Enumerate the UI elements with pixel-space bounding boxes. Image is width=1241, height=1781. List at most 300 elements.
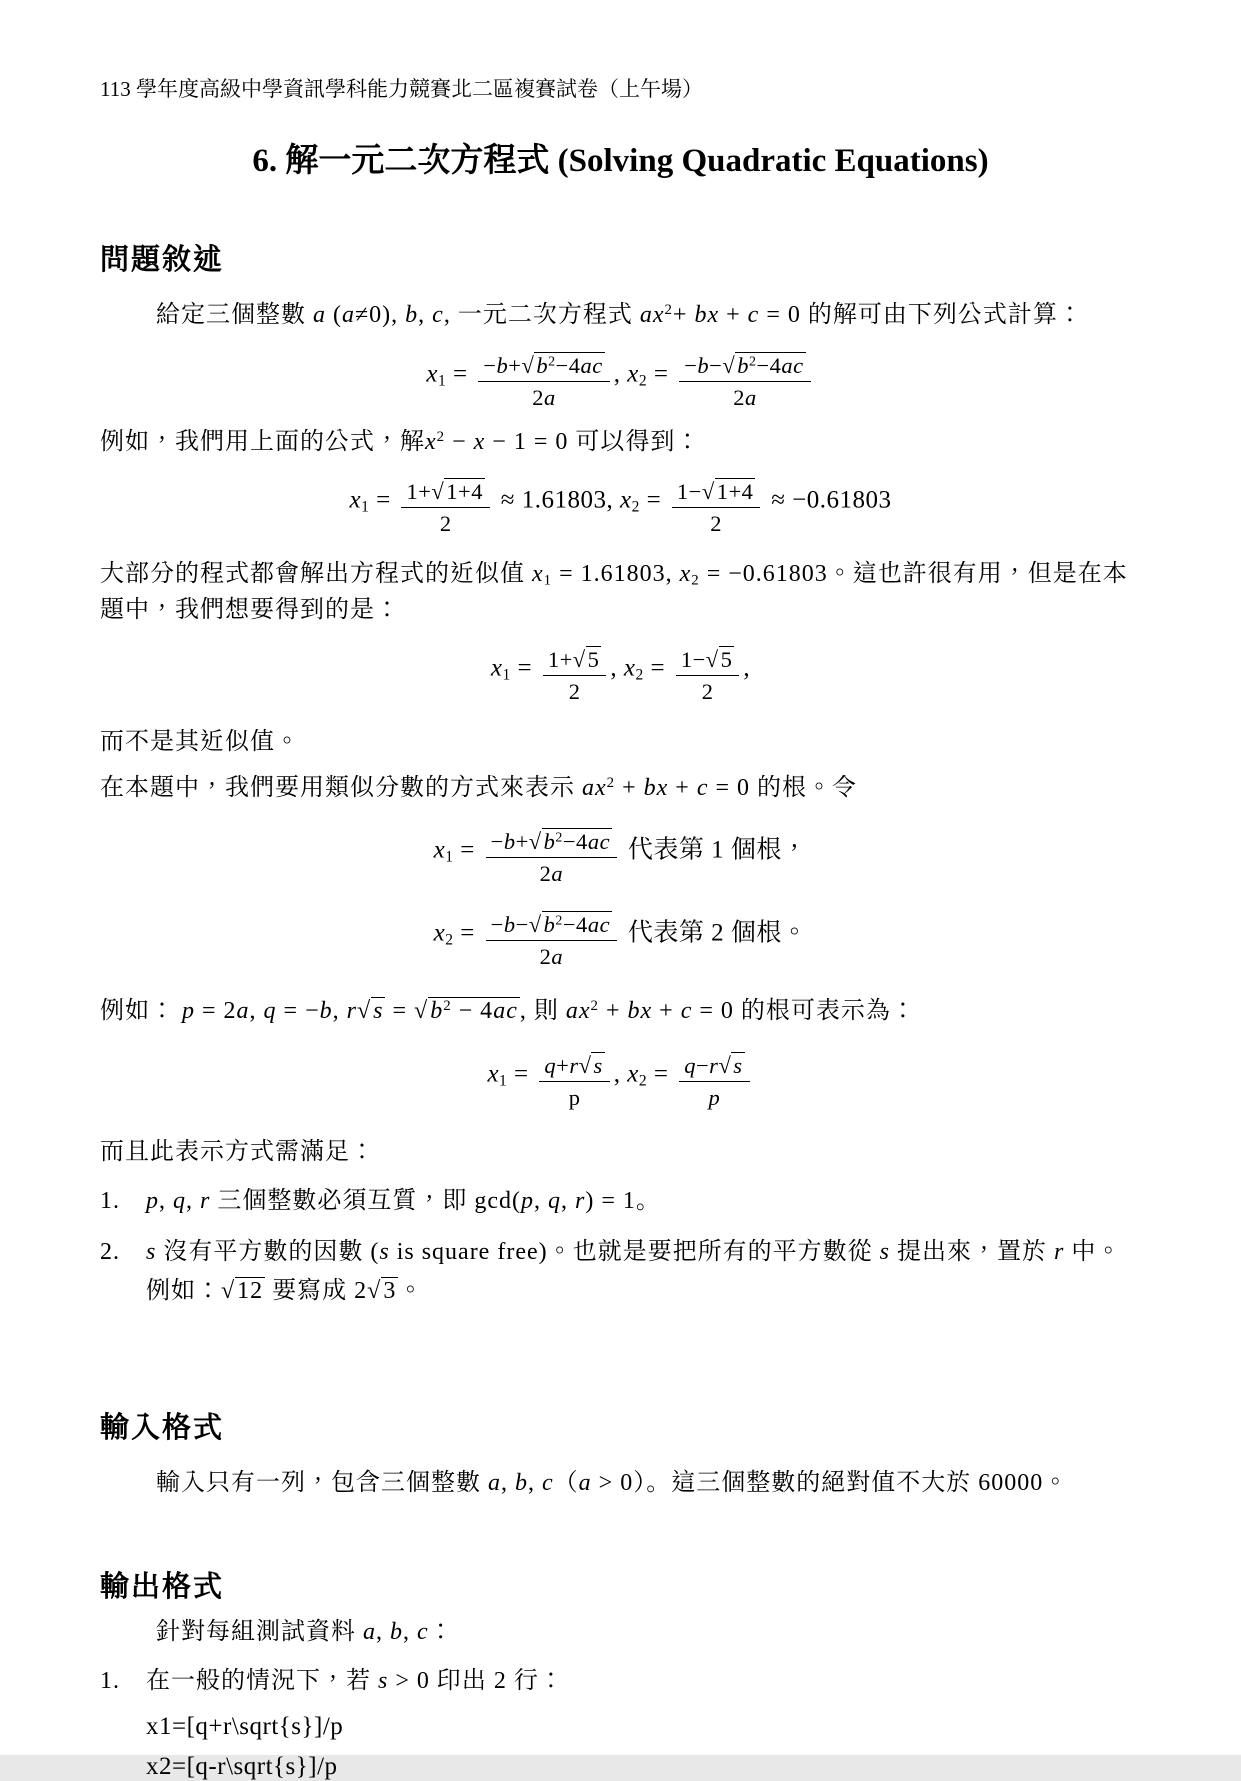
text-run: ,: [249, 998, 264, 1025]
text-run: ,: [743, 654, 751, 682]
radical: [722, 353, 805, 378]
radical: [221, 1278, 265, 1304]
math-variable: ac: [781, 352, 804, 378]
radicand: [715, 478, 756, 504]
math-variable: p: [708, 1084, 721, 1110]
text-run: −: [684, 352, 698, 378]
math-variable: r: [1053, 1239, 1065, 1266]
denominator: [543, 676, 607, 705]
math-variable: x: [532, 561, 544, 588]
math-variable: q: [263, 998, 277, 1025]
radicand: [235, 1277, 265, 1304]
math-variable: b: [390, 1618, 403, 1645]
text-run: ,: [403, 1618, 417, 1645]
text-run: p: [568, 1084, 581, 1110]
radical-sign: √: [521, 352, 535, 378]
text-run: = 2: [195, 998, 237, 1025]
math-variable: b: [405, 302, 419, 329]
subscript: 1: [502, 666, 511, 684]
text-run: =: [647, 360, 676, 388]
math-variable: b: [737, 352, 749, 378]
formula-second-root: [100, 911, 1141, 970]
fraction: [539, 1052, 609, 1111]
text-run: 1+: [406, 479, 432, 505]
math-variable: ax: [639, 302, 665, 329]
radical: [706, 647, 735, 672]
numerator: [543, 646, 607, 676]
text-run: 。: [398, 1278, 424, 1305]
math-variable: b: [503, 912, 516, 938]
denominator: [478, 382, 609, 411]
math-variable: a: [363, 1618, 376, 1645]
radical: [367, 1278, 398, 1304]
superscript: 2: [664, 302, 673, 319]
subscript: 1: [499, 1072, 508, 1090]
text-run: = −: [276, 998, 320, 1025]
text-run: −: [490, 829, 504, 855]
subscript: 1: [445, 848, 454, 866]
text-run: ,: [528, 1470, 542, 1496]
math-variable: b: [430, 998, 444, 1025]
formula-pqr-roots: [100, 1052, 1141, 1111]
paragraph-pqr-example: [100, 994, 1141, 1030]
radical: [357, 998, 386, 1024]
text-run: = 1.61803,: [552, 561, 680, 588]
subscript: 2: [635, 666, 644, 684]
denominator: [679, 382, 810, 411]
radical-sign: √: [431, 479, 445, 505]
radicand: [719, 646, 735, 672]
text-run: +: [515, 829, 529, 855]
code-line-x2: x2=[q-r\sqrt{s}]/p: [146, 1752, 338, 1780]
math-variable: b: [515, 1470, 528, 1496]
text-run: 中。例如：: [146, 1239, 1122, 1305]
math-variable: p: [182, 998, 195, 1025]
text-run: = 0 的根可表示為：: [692, 998, 916, 1025]
math-variable: q: [548, 1188, 561, 1215]
list-marker: 2.: [100, 1239, 120, 1266]
fraction: [672, 478, 761, 537]
math-variable: a: [551, 861, 564, 887]
subscript: 2: [445, 931, 454, 949]
text-run: = 0 的根。令: [708, 774, 858, 801]
denominator: [539, 1082, 609, 1111]
math-variable: r: [346, 998, 357, 1025]
radical: [529, 829, 612, 854]
radical: [579, 1053, 605, 1078]
text-run: −4: [555, 352, 581, 378]
paragraph-approx: [100, 557, 1141, 628]
math-variable: bx: [694, 302, 720, 329]
denominator: [486, 858, 617, 887]
radical-sign: √: [718, 1052, 732, 1078]
superscript: 2: [436, 428, 446, 445]
text-run: 1−: [680, 647, 706, 673]
text-run: 1+: [547, 647, 573, 673]
radicand: [534, 352, 604, 378]
text-run: 例如，我們用上面的公式，解: [100, 428, 425, 455]
text-run: 例如：: [100, 998, 182, 1025]
text-run: −: [490, 912, 504, 938]
math-variable: bx: [643, 774, 669, 801]
text-run: ,: [501, 1470, 515, 1496]
math-variable: x: [623, 654, 636, 682]
text-run: 大部分的程式都會解出方程式的近似值: [100, 561, 532, 588]
math-variable: b: [543, 912, 556, 938]
text-run: ,: [376, 1618, 390, 1645]
subscript: 1: [361, 498, 370, 516]
radicand: [371, 997, 385, 1024]
radicand: [444, 478, 485, 504]
text-run: ,: [561, 1188, 575, 1215]
math-variable: ax: [565, 998, 591, 1025]
list-item-squarefree: [100, 1233, 1141, 1311]
subscript: 2: [691, 573, 700, 589]
paragraph-not-approx: [100, 725, 1141, 761]
math-variable: a: [744, 384, 757, 410]
math-variable: ax: [582, 774, 607, 801]
math-variable: bx: [627, 998, 653, 1025]
fraction: [679, 1052, 749, 1111]
text-run: ≠0),: [355, 302, 406, 329]
text-run: −4: [562, 829, 588, 855]
text-run: +: [508, 352, 522, 378]
text-run: 1+4: [446, 479, 483, 505]
radicand: [381, 1277, 398, 1304]
radical-sign: √: [705, 647, 719, 673]
math-variable: c: [747, 302, 760, 329]
math-variable: b: [697, 352, 710, 378]
text-run: −4: [562, 912, 588, 938]
superscript: 2: [606, 774, 616, 791]
math-variable: p: [521, 1188, 534, 1215]
radical: [718, 1053, 744, 1078]
text-run: =: [510, 654, 539, 682]
math-variable: s: [593, 1052, 603, 1078]
math-variable: ac: [580, 352, 603, 378]
denominator: [679, 1082, 749, 1111]
radicand: [542, 911, 612, 937]
text-run: 2: [532, 384, 545, 410]
math-variable: x: [627, 1060, 639, 1088]
paragraph-output-intro: [100, 1615, 1141, 1651]
radicand: [731, 1052, 744, 1078]
math-variable: a: [236, 998, 250, 1025]
text-run: 2: [710, 511, 723, 537]
radical-sign: √: [722, 352, 736, 378]
text-run: 給定三個整數: [156, 302, 313, 329]
paragraph-intro: [100, 298, 1141, 334]
fraction: [543, 646, 607, 705]
subscript: 2: [638, 1072, 648, 1090]
text-run: =: [453, 919, 482, 947]
radical: [521, 353, 604, 378]
radical: [529, 912, 612, 937]
math-variable: c: [680, 998, 693, 1025]
formula-quadratic-roots: [100, 352, 1141, 411]
text-run: =: [643, 654, 672, 682]
text-run: − 1 = 0 可以得到：: [485, 428, 701, 455]
text-run: +: [598, 998, 628, 1025]
text-run: ,: [610, 654, 624, 682]
math-variable: s: [146, 1239, 157, 1266]
math-variable: p: [146, 1188, 159, 1215]
radical: [702, 479, 756, 504]
fraction: [486, 828, 617, 887]
text-run: − 4: [451, 998, 494, 1025]
text-run: =: [507, 1060, 536, 1088]
math-variable: q: [684, 1052, 696, 1078]
text-run: (: [326, 302, 342, 329]
numerator: [676, 646, 740, 676]
list-item-general-case: [100, 1662, 1141, 1701]
text-run: −: [483, 352, 497, 378]
subscript: 2: [638, 372, 648, 390]
text-run: =: [639, 486, 668, 514]
math-variable: a: [313, 302, 326, 329]
text-run: 1+4: [716, 479, 754, 505]
text-run: ≈ −0.61803: [764, 486, 892, 514]
math-variable: b: [319, 998, 333, 1025]
math-variable: s: [879, 1239, 890, 1266]
text-run: 3: [383, 1278, 397, 1305]
text-run: 2: [539, 944, 552, 970]
math-variable: s: [379, 1239, 390, 1266]
text-run: = 0 的解可由下列公式計算：: [759, 302, 1083, 329]
list-marker: 1.: [100, 1668, 120, 1695]
fraction: [401, 478, 490, 537]
text-run: ：: [428, 1618, 454, 1645]
code-line-x1: x1=[q+r\sqrt{s}]/p: [146, 1712, 344, 1740]
section-heading-output: 輸出格式: [100, 1570, 225, 1603]
text-run: , 則: [519, 998, 566, 1025]
math-variable: a: [342, 302, 355, 329]
numerator: [539, 1052, 609, 1082]
text-run: =: [369, 486, 398, 514]
numerator: [679, 1052, 749, 1082]
math-variable: a: [578, 1470, 592, 1496]
text-run: =: [385, 998, 415, 1025]
text-run: −4: [756, 352, 782, 378]
text-run: +: [615, 774, 644, 801]
paragraph-example: [100, 425, 1141, 461]
text-run: 代表第 2 個根。: [621, 919, 808, 947]
math-variable: c: [432, 302, 444, 329]
math-variable: x: [433, 919, 446, 947]
math-variable: s: [373, 998, 384, 1025]
text-run: 而且此表示方式需滿足：: [100, 1138, 375, 1165]
numerator: [486, 911, 617, 941]
numerator: [478, 352, 609, 382]
radical-sign: √: [528, 829, 542, 855]
text-run: −: [709, 352, 723, 378]
math-variable: q: [173, 1188, 186, 1215]
fraction: [679, 352, 810, 411]
math-variable: r: [575, 1188, 586, 1215]
radical-sign: √: [367, 1278, 382, 1305]
text-run: 要寫成 2: [265, 1278, 368, 1305]
text-run: 提出來，置於: [889, 1239, 1054, 1266]
text-run: 代表第 1 個根，: [621, 836, 808, 864]
paragraph-satisfy: [100, 1135, 1141, 1171]
text-run: 沒有平方數的因數 (: [156, 1239, 380, 1266]
math-variable: b: [496, 352, 509, 378]
text-run: =: [446, 360, 475, 388]
math-variable: x: [627, 360, 639, 388]
superscript: 2: [548, 354, 556, 370]
math-variable: x: [487, 1060, 500, 1088]
math-variable: b: [536, 352, 549, 378]
math-variable: s: [378, 1668, 389, 1695]
text-run: ≈ 1.61803,: [493, 486, 620, 514]
superscript: 2: [443, 998, 452, 1015]
text-run: =: [647, 1060, 676, 1088]
text-run: +: [668, 774, 697, 801]
math-variable: b: [543, 829, 556, 855]
radicand: [591, 1052, 604, 1078]
text-run: 2: [568, 679, 581, 705]
text-run: 三個整數必須互質，即 gcd(: [210, 1188, 521, 1215]
section-heading-input: 輸入格式: [100, 1412, 225, 1444]
denominator: [672, 508, 761, 537]
text-run: is square free)。也就是要把所有的平方數從: [389, 1239, 880, 1266]
numerator: [486, 828, 617, 858]
fraction: [676, 646, 740, 705]
radical: [431, 479, 485, 504]
text-run: ,: [613, 1060, 628, 1088]
list-item-coprime: [100, 1182, 1141, 1221]
radical-sign: √: [414, 998, 429, 1025]
paragraph-input-format: [100, 1466, 1141, 1502]
text-run: ,: [613, 360, 628, 388]
math-variable: r: [200, 1188, 211, 1215]
math-variable: a: [551, 944, 564, 970]
text-run: 在本題中，我們要用類似分數的方式來表示: [100, 774, 582, 801]
text-run: （: [553, 1470, 579, 1496]
radical-sign: √: [701, 479, 715, 505]
superscript: 2: [555, 913, 563, 929]
text-run: 2: [439, 511, 452, 537]
text-run: > 0）。這三個整數的絕對值不大於 60000。: [591, 1470, 1069, 1496]
text-run: +: [652, 998, 681, 1025]
math-variable: x: [619, 486, 632, 514]
math-variable: b: [503, 829, 516, 855]
math-variable: r: [709, 1052, 719, 1078]
numerator: [672, 478, 761, 508]
numerator: [679, 352, 810, 382]
text-run: −: [445, 428, 474, 455]
text-run: ) = 1。: [585, 1188, 661, 1215]
radical: [414, 998, 520, 1024]
subscript: 1: [437, 372, 447, 390]
math-variable: a: [488, 1470, 501, 1496]
radicand: [735, 352, 805, 378]
list-item-text: [146, 1668, 564, 1694]
formula-example-approx: [100, 478, 1141, 537]
fraction: [486, 911, 617, 970]
text-run: ,: [186, 1188, 200, 1215]
math-variable: x: [426, 360, 438, 388]
math-variable: a: [544, 384, 556, 410]
text-run: 在一般的情況下，若: [146, 1668, 378, 1695]
text-run: ,: [332, 998, 347, 1025]
text-run: = −0.61803。這也許很有用，但是在本題中，我們想要得到的是：: [100, 561, 1128, 623]
text-run: +: [556, 1052, 570, 1078]
text-run: 2: [733, 384, 745, 410]
radicand: [542, 828, 612, 854]
radical-sign: √: [356, 998, 372, 1025]
fraction: [478, 352, 609, 411]
superscript: 2: [590, 998, 599, 1015]
text-run: 2: [701, 679, 714, 705]
subscript: 1: [543, 573, 553, 589]
list-item-text: [146, 1188, 661, 1214]
math-variable: c: [542, 1470, 554, 1496]
math-variable: x: [433, 836, 446, 864]
text-run: ,: [418, 302, 433, 329]
math-variable: x: [349, 486, 362, 514]
math-variable: r: [569, 1052, 579, 1078]
formula-first-root: [100, 828, 1141, 887]
text-run: 2: [539, 861, 552, 887]
document-title: 6. 解一元二次方程式 (Solving Quadratic Equations): [252, 143, 989, 180]
math-variable: x: [473, 428, 486, 455]
text-run: 5: [587, 647, 600, 673]
math-variable: ac: [587, 829, 611, 855]
paragraph-fraction-form: [100, 771, 1141, 807]
text-run: 12: [237, 1278, 264, 1305]
denominator: [486, 941, 617, 970]
text-run: 而不是其近似值。: [100, 729, 300, 756]
math-variable: q: [544, 1052, 557, 1078]
formula-exact-roots: [100, 646, 1141, 705]
text-run: , 一元二次方程式: [443, 302, 640, 329]
list-item-text: [146, 1239, 1121, 1304]
text-run: +: [719, 302, 748, 329]
radical-sign: √: [578, 1052, 592, 1078]
math-variable: ac: [587, 912, 611, 938]
radical-sign: √: [221, 1278, 236, 1305]
section-heading-problem: 問題敘述: [100, 244, 225, 277]
math-variable: c: [417, 1618, 429, 1645]
math-variable: x: [679, 561, 692, 588]
text-run: ,: [159, 1188, 173, 1215]
denominator: [401, 508, 490, 537]
text-run: 5: [720, 647, 733, 673]
radicand: [586, 646, 602, 672]
text-run: −: [515, 912, 529, 938]
math-variable: c: [696, 774, 709, 801]
text-run: ,: [534, 1188, 548, 1215]
math-variable: s: [733, 1052, 743, 1078]
radical-sign: √: [528, 912, 542, 938]
text-run: 1−: [676, 479, 702, 505]
radicand: [428, 997, 520, 1024]
superscript: 2: [555, 830, 563, 846]
list-marker: 1.: [100, 1188, 120, 1215]
text-run: 輸入只有一列，包含三個整數: [156, 1470, 488, 1496]
denominator: [676, 676, 740, 705]
superscript: 2: [748, 354, 757, 370]
text-run: > 0 印出 2 行：: [388, 1668, 564, 1695]
subscript: 2: [631, 498, 640, 516]
text-run: 針對每組測試資料: [156, 1618, 363, 1645]
math-variable: x: [490, 654, 503, 682]
radical: [573, 647, 602, 672]
math-variable: x: [425, 428, 437, 455]
text-run: =: [453, 836, 482, 864]
text-run: −: [695, 1052, 710, 1078]
